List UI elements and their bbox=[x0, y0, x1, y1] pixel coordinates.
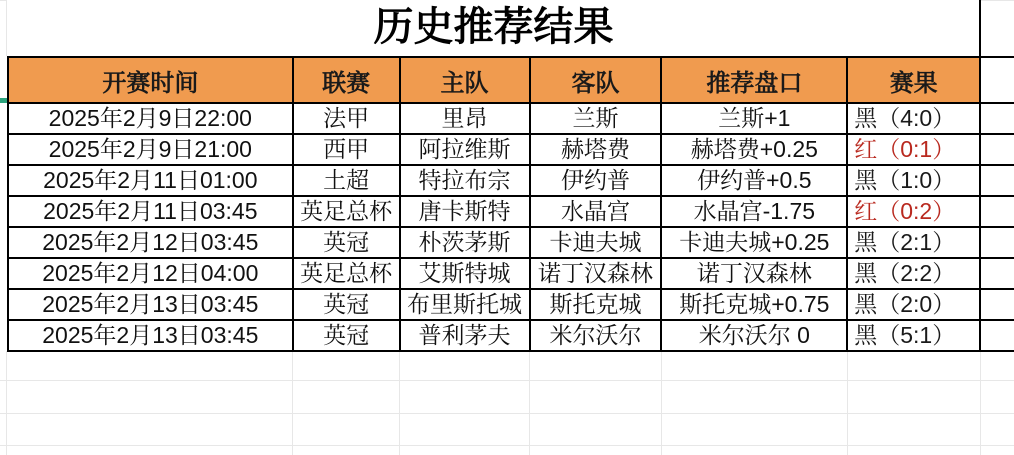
cell-empty[interactable] bbox=[980, 196, 1014, 227]
cell-league[interactable]: 英冠 bbox=[293, 320, 400, 351]
cell-league[interactable]: 英冠 bbox=[293, 227, 400, 258]
gridline bbox=[980, 351, 981, 455]
cell-away[interactable]: 兰斯 bbox=[530, 103, 662, 134]
cell-away[interactable]: 伊约普 bbox=[530, 165, 662, 196]
results-table bbox=[7, 56, 1014, 352]
cell-result[interactable]: 黑（1:0） bbox=[847, 165, 980, 196]
cell-kickoff[interactable]: 2025年2月13日03:45 bbox=[8, 320, 293, 351]
gridline bbox=[6, 351, 7, 455]
cell-home[interactable]: 普利茅夫 bbox=[400, 320, 530, 351]
cell-home[interactable]: 特拉布宗 bbox=[400, 165, 530, 196]
gridline bbox=[847, 351, 848, 455]
cell-empty[interactable] bbox=[980, 320, 1014, 351]
cell-result[interactable]: 黑（2:2） bbox=[847, 258, 980, 289]
cell-away[interactable]: 斯托克城 bbox=[530, 289, 662, 320]
cell-league[interactable]: 土超 bbox=[293, 165, 400, 196]
results-table-body bbox=[8, 103, 1014, 351]
table-row bbox=[8, 165, 1014, 196]
cell-home[interactable]: 布里斯托城 bbox=[400, 289, 530, 320]
cell-kickoff[interactable]: 2025年2月9日22:00 bbox=[8, 103, 293, 134]
cell-handicap[interactable]: 水晶宫-1.75 bbox=[661, 196, 847, 227]
title-right-border bbox=[979, 0, 981, 58]
cell-handicap[interactable]: 卡迪夫城+0.25 bbox=[661, 227, 847, 258]
table-row bbox=[8, 320, 1014, 351]
cell-away[interactable]: 诺丁汉森林 bbox=[530, 258, 662, 289]
cell-empty[interactable] bbox=[980, 227, 1014, 258]
cell-handicap[interactable]: 米尔沃尔 0 bbox=[661, 320, 847, 351]
cell-handicap[interactable]: 赫塔费+0.25 bbox=[661, 134, 847, 165]
header-kickoff[interactable]: 开赛时间 bbox=[8, 57, 293, 103]
gridline bbox=[0, 380, 1014, 381]
table-row bbox=[8, 258, 1014, 289]
table-row bbox=[8, 103, 1014, 134]
cell-kickoff[interactable]: 2025年2月11日01:00 bbox=[8, 165, 293, 196]
cell-home[interactable]: 唐卡斯特 bbox=[400, 196, 530, 227]
cell-league[interactable]: 法甲 bbox=[293, 103, 400, 134]
green-range-border-left bbox=[0, 98, 7, 103]
cell-result[interactable]: 红（0:1） bbox=[847, 134, 980, 165]
cell-home[interactable]: 里昂 bbox=[400, 103, 530, 134]
table-row bbox=[8, 134, 1014, 165]
cell-empty[interactable] bbox=[980, 134, 1014, 165]
header-handicap[interactable]: 推荐盘口 bbox=[661, 57, 847, 103]
cell-home[interactable]: 艾斯特城 bbox=[400, 258, 530, 289]
cell-away[interactable]: 赫塔费 bbox=[530, 134, 662, 165]
cell-league[interactable]: 西甲 bbox=[293, 134, 400, 165]
cell-result[interactable]: 红（0:2） bbox=[847, 196, 980, 227]
header-league[interactable]: 联赛 bbox=[293, 57, 400, 103]
header-row bbox=[8, 57, 1014, 103]
cell-handicap[interactable]: 兰斯+1 bbox=[661, 103, 847, 134]
cell-result[interactable]: 黑（5:1） bbox=[847, 320, 980, 351]
cell-empty[interactable] bbox=[980, 165, 1014, 196]
page-title[interactable]: 历史推荐结果 bbox=[7, 0, 980, 56]
cell-away[interactable]: 米尔沃尔 bbox=[530, 320, 662, 351]
table-row bbox=[8, 227, 1014, 258]
cell-kickoff[interactable]: 2025年2月9日21:00 bbox=[8, 134, 293, 165]
cell-league[interactable]: 英足总杯 bbox=[293, 196, 400, 227]
cell-away[interactable]: 卡迪夫城 bbox=[530, 227, 662, 258]
header-away[interactable]: 客队 bbox=[530, 57, 662, 103]
gridline bbox=[0, 445, 1014, 446]
cell-empty[interactable] bbox=[980, 103, 1014, 134]
gridline bbox=[292, 351, 293, 455]
cell-home[interactable]: 朴茨茅斯 bbox=[400, 227, 530, 258]
cell-empty[interactable] bbox=[980, 258, 1014, 289]
cell-away[interactable]: 水晶宫 bbox=[530, 196, 662, 227]
header-empty[interactable] bbox=[980, 57, 1014, 103]
cell-league[interactable]: 英足总杯 bbox=[293, 258, 400, 289]
table-row bbox=[8, 196, 1014, 227]
header-result[interactable]: 赛果 bbox=[847, 57, 980, 103]
cell-home[interactable]: 阿拉维斯 bbox=[400, 134, 530, 165]
header-home[interactable]: 主队 bbox=[400, 57, 530, 103]
cell-kickoff[interactable]: 2025年2月11日03:45 bbox=[8, 196, 293, 227]
cell-result[interactable]: 黑（2:0） bbox=[847, 289, 980, 320]
cell-empty[interactable] bbox=[980, 289, 1014, 320]
cell-kickoff[interactable]: 2025年2月12日03:45 bbox=[8, 227, 293, 258]
cell-result[interactable]: 黑（4:0） bbox=[847, 103, 980, 134]
gridline bbox=[529, 351, 530, 455]
table-row bbox=[8, 289, 1014, 320]
gridline bbox=[0, 413, 1014, 414]
cell-league[interactable]: 英冠 bbox=[293, 289, 400, 320]
gridline bbox=[661, 351, 662, 455]
cell-kickoff[interactable]: 2025年2月13日03:45 bbox=[8, 289, 293, 320]
gridline bbox=[399, 351, 400, 455]
cell-kickoff[interactable]: 2025年2月12日04:00 bbox=[8, 258, 293, 289]
cell-result[interactable]: 黑（2:1） bbox=[847, 227, 980, 258]
cell-handicap[interactable]: 诺丁汉森林 bbox=[661, 258, 847, 289]
cell-handicap[interactable]: 斯托克城+0.75 bbox=[661, 289, 847, 320]
cell-handicap[interactable]: 伊约普+0.5 bbox=[661, 165, 847, 196]
